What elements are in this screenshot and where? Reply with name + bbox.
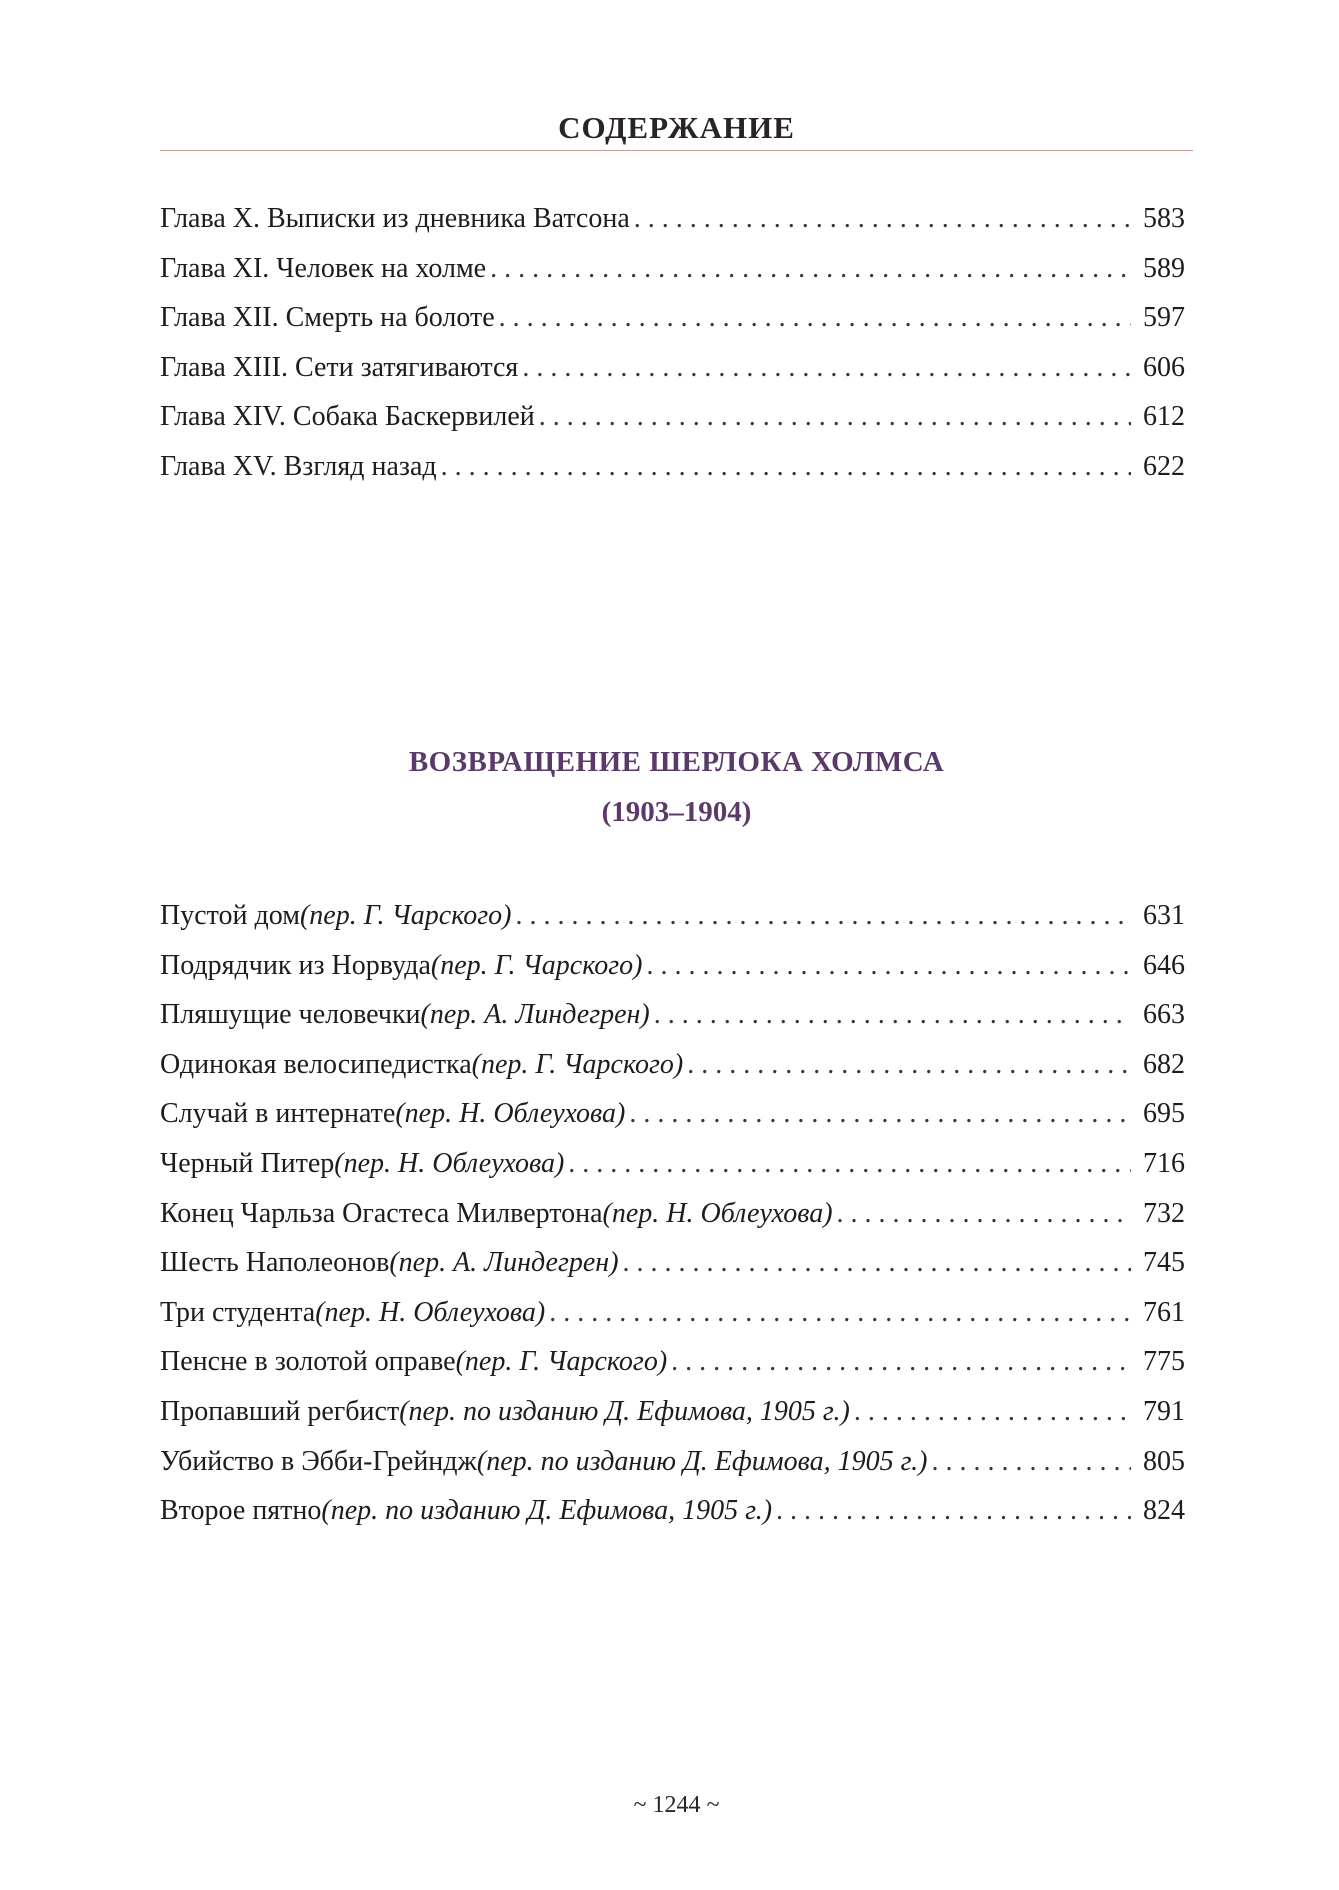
toc-entry[interactable]: [160, 1437, 1193, 1487]
toc-entry[interactable]: [160, 891, 1193, 941]
entry-title: Пенсне в золотой оправе: [160, 1346, 456, 1378]
dot-leader: [854, 1387, 1131, 1437]
entry-title: Шесть Наполеонов: [160, 1247, 390, 1279]
entry-translator: (пер. по изданию Д. Ефимова, 1905 г.): [321, 1495, 773, 1527]
page-number: ~ 1244 ~: [633, 1792, 720, 1818]
entry-title: Пустой дом: [160, 900, 300, 931]
section-title: ВОЗВРАЩЕНИЕ ШЕРЛОКА ХОЛМСА: [408, 746, 945, 778]
entry-translator: (пер. Г. Чарского): [430, 949, 643, 981]
entry-translator: (пер. А. Линдегрен): [420, 999, 650, 1031]
dot-leader: [687, 1040, 1131, 1090]
dot-leader: [522, 343, 1131, 393]
dot-leader: [490, 244, 1131, 294]
dot-leader: [671, 1337, 1131, 1387]
running-head: СОДЕРЖАНИЕ: [558, 110, 795, 145]
dot-leader: [646, 941, 1131, 991]
dot-leader: [441, 442, 1131, 492]
entry-page-number: 695: [1143, 1098, 1185, 1130]
section-years: (1903–1904): [601, 796, 752, 828]
entry-title: Глава XI. Человек на холме: [160, 252, 487, 284]
toc-entry[interactable]: [160, 1189, 1193, 1239]
toc-entry[interactable]: [160, 1089, 1193, 1139]
dot-leader: [837, 1189, 1131, 1239]
toc-entry[interactable]: [160, 1040, 1193, 1090]
entry-title: Второе пятно: [160, 1495, 322, 1527]
entry-title: Глава X. Выписки из дневника Ватсона: [160, 203, 630, 234]
dot-leader: [516, 891, 1131, 941]
toc-entry[interactable]: [160, 1387, 1193, 1437]
entry-page-number: 589: [1143, 252, 1185, 284]
entry-translator: (пер. Г. Чарского): [471, 1048, 684, 1080]
toc-list-part1: [160, 194, 1193, 492]
entry-translator: (пер. по изданию Д. Ефимова, 1905 г.): [476, 1445, 928, 1477]
entry-title: Три студента: [160, 1296, 316, 1328]
entry-translator: (пер. Н. Облеухова): [334, 1147, 565, 1179]
entry-title: Глава XII. Смерть на болоте: [160, 302, 495, 334]
dot-leader: [539, 392, 1131, 442]
entry-translator: (пер. А. Линдегрен): [389, 1247, 619, 1279]
toc-entry[interactable]: [160, 442, 1193, 492]
entry-page-number: 606: [1143, 351, 1185, 383]
book-page: [160, 0, 1193, 1890]
entry-translator: (пер. Г. Чарского): [299, 900, 512, 931]
entry-translator: (пер. Н. Облеухова): [602, 1197, 833, 1229]
dot-leader: [629, 1089, 1131, 1139]
entry-page-number: 631: [1143, 900, 1185, 931]
dot-leader: [932, 1437, 1131, 1487]
entry-title: Конец Чарльза Огастеса Милвертона: [160, 1197, 603, 1229]
entry-translator: (пер. Г. Чарского): [455, 1346, 668, 1378]
entry-translator: (пер. Н. Облеухова): [395, 1098, 626, 1130]
entry-page-number: 791: [1143, 1395, 1185, 1427]
entry-title: Черный Питер: [160, 1147, 335, 1179]
entry-title: Одинокая велосипедистка: [160, 1048, 472, 1080]
dot-leader: [654, 990, 1131, 1040]
entry-page-number: 745: [1143, 1247, 1185, 1279]
dot-leader: [623, 1238, 1131, 1288]
entry-title: Случай в интернате: [160, 1098, 396, 1130]
entry-page-number: 775: [1143, 1346, 1185, 1378]
entry-page-number: 716: [1143, 1147, 1185, 1179]
entry-page-number: 732: [1143, 1197, 1185, 1229]
entry-title: Глава XIV. Собака Баскервилей: [160, 401, 535, 433]
dot-leader: [549, 1288, 1131, 1338]
dot-leader: [776, 1486, 1131, 1536]
toc-entry[interactable]: [160, 941, 1193, 991]
dot-leader: [634, 194, 1131, 244]
entry-page-number: 805: [1143, 1445, 1185, 1477]
entry-translator: (пер. Н. Облеухова): [315, 1296, 546, 1328]
entry-page-number: 824: [1143, 1495, 1185, 1527]
toc-entry[interactable]: [160, 1238, 1193, 1288]
toc-entry[interactable]: [160, 990, 1193, 1040]
entry-page-number: 682: [1143, 1048, 1185, 1080]
entry-title: Глава XV. Взгляд назад: [160, 450, 437, 482]
entry-title: Глава XIII. Сети затягиваются: [160, 351, 519, 383]
toc-entry[interactable]: [160, 244, 1193, 294]
entry-page-number: 597: [1143, 302, 1185, 334]
entry-title: Убийство в Эбби-Грейндж: [160, 1445, 477, 1477]
entry-title: Пропавший регбист: [160, 1395, 400, 1427]
entry-page-number: 663: [1143, 999, 1185, 1031]
toc-entry[interactable]: [160, 1337, 1193, 1387]
dot-leader: [499, 293, 1131, 343]
entry-page-number: 646: [1143, 949, 1185, 981]
toc-entry[interactable]: [160, 293, 1193, 343]
toc-entry[interactable]: [160, 392, 1193, 442]
entry-page-number: 761: [1143, 1296, 1185, 1328]
entry-translator: (пер. по изданию Д. Ефимова, 1905 г.): [399, 1395, 850, 1427]
toc-entry[interactable]: [160, 343, 1193, 393]
toc-entry[interactable]: [160, 194, 1193, 244]
entry-title: Подрядчик из Норвуда: [160, 949, 431, 981]
toc-entry[interactable]: [160, 1486, 1193, 1536]
toc-entry[interactable]: [160, 1288, 1193, 1338]
toc-list-part2: [160, 891, 1193, 1536]
entry-page-number: 612: [1143, 401, 1185, 433]
toc-entry[interactable]: [160, 1139, 1193, 1189]
header-rule: [160, 150, 1193, 151]
entry-page-number: 622: [1143, 450, 1185, 482]
dot-leader: [568, 1139, 1131, 1189]
entry-page-number: 583: [1143, 203, 1185, 234]
entry-title: Пляшущие человечки: [160, 999, 421, 1031]
